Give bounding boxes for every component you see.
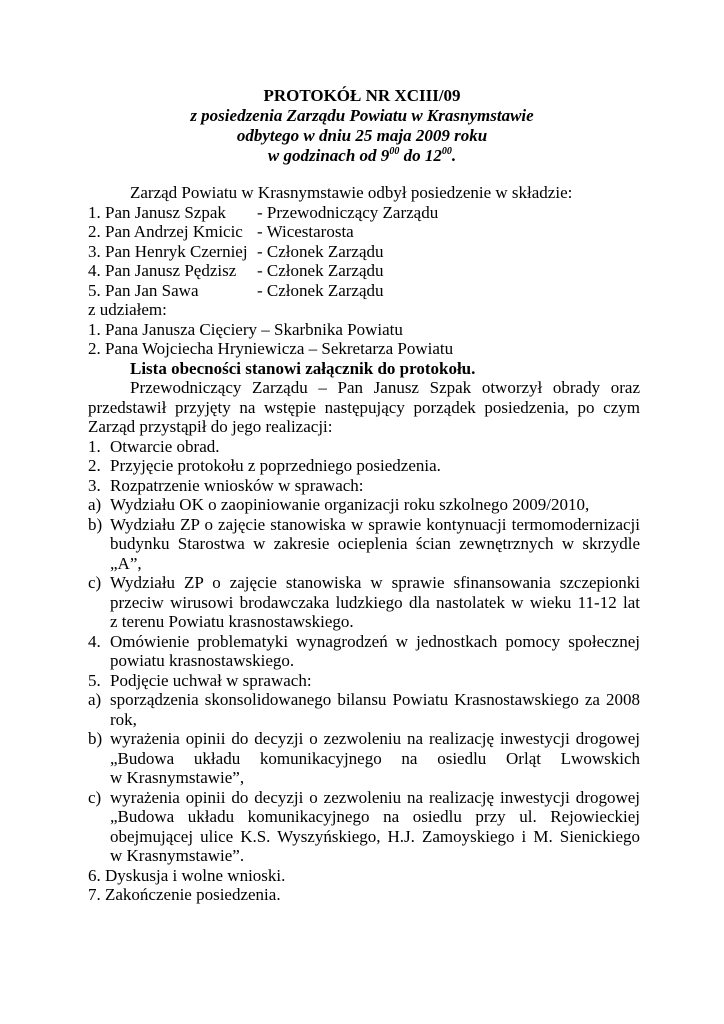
- board-members-list: [88, 203, 640, 301]
- list-item: c) Wydziału ZP o zajęcie stanowiska w sprawie sfinansowania szczepionki przeciw wirusowi brodawczaka ludzkiego dla nastolatek w wieku 11-12 lat z terenu Powiatu krasnostawskiego.: [88, 573, 640, 631]
- list-item: 6. Dyskusja i wolne wnioski.: [88, 865, 286, 885]
- intro-text: Zarząd Powiatu w Krasnymstawie odbył posiedzenie w składzie:: [130, 183, 573, 202]
- list-item: 3. Pan Henryk Czerniej - Członek Zarządu: [88, 241, 384, 261]
- attendance-note: Lista obecności stanowi załącznik do protokołu.: [130, 358, 476, 378]
- participants-label: z udziałem:: [88, 300, 167, 319]
- list-item: 3. Rozpatrzenie wniosków w sprawach:: [88, 475, 364, 495]
- agenda-list: [88, 437, 640, 905]
- list-item: b) Wydziału ZP o zajęcie stanowiska w sprawie kontynuacji termomodernizacji budynku Starostwa w zakresie ocieplenia ścian zewnętrznych w skrzydle „A”,: [88, 514, 640, 573]
- protocol-title: PROTOKÓŁ NR XCIII/09: [263, 86, 461, 105]
- list-item: 4. Pan Janusz Pędzisz - Członek Zarządu: [88, 261, 384, 280]
- list-item: 1. Pan Janusz Szpak - Przewodniczący Zarządu: [88, 202, 439, 222]
- document-header: [0, 86, 724, 166]
- meeting-hours: w godzinach od $9^{00}$ do $12^{00}$.: [267, 146, 457, 165]
- list-item: a) sporządzenia skonsolidowanego bilansu Powiatu Krasnostawskiego za 2008 rok,: [88, 690, 640, 729]
- meeting-description: z posiedzenia Zarządu Powiatu w Krasnymstawie: [190, 106, 534, 125]
- list-item: 4. Omówienie problematyki wynagrodzeń w jednostkach pomocy społecznej powiatu krasnostawskiego.: [88, 631, 640, 670]
- list-item: b) wyrażenia opinii do decyzji o zezwoleniu na realizację inwestycji drogowej „Budowa układu komunikacyjnego na osiedlu Orląt Lwowskich w Krasnymstawie”,: [88, 729, 640, 787]
- list-item: 7. Zakończenie posiedzenia.: [88, 885, 281, 904]
- document-body: [88, 183, 640, 905]
- list-item: 2. Przyjęcie protokołu z poprzedniego posiedzenia.: [88, 456, 441, 475]
- list-item: 1. Otwarcie obrad.: [88, 436, 220, 456]
- list-item: 2. Pan Andrzej Kmicic - Wicestarosta: [88, 222, 354, 241]
- list-item: a) Wydziału OK o zaopiniowanie organizacji roku szkolnego 2009/2010,: [88, 495, 590, 514]
- list-item: 2. Pana Wojciecha Hryniewicza – Sekretarza Powiatu: [88, 339, 454, 358]
- meeting-date: odbytego w dniu 25 maja 2009 roku: [236, 126, 488, 145]
- list-item: 5. Pan Jan Sawa - Członek Zarządu: [88, 280, 384, 300]
- opening-paragraph: Przewodniczący Zarządu – Pan Janusz Szpak otworzył obrady oraz przedstawił przyjęty na wstępie następujący porządek posiedzenia, po czym Zarząd przystąpił do jego realizacji:: [88, 378, 640, 436]
- list-item: 5. Podjęcie uchwał w sprawach:: [88, 670, 312, 690]
- list-item: 1. Pana Janusza Cięciery – Skarbnika Powiatu: [88, 319, 403, 339]
- list-item: c) wyrażenia opinii do decyzji o zezwoleniu na realizację inwestycji drogowej „Budowa układu komunikacyjnego na osiedlu przy ul. Rejowieckiej obejmującej ulice K.S. Wyszyńskiego, H.J. Zamoyskiego i M. Sienickiego w Krasnymstawie”.: [88, 787, 640, 865]
